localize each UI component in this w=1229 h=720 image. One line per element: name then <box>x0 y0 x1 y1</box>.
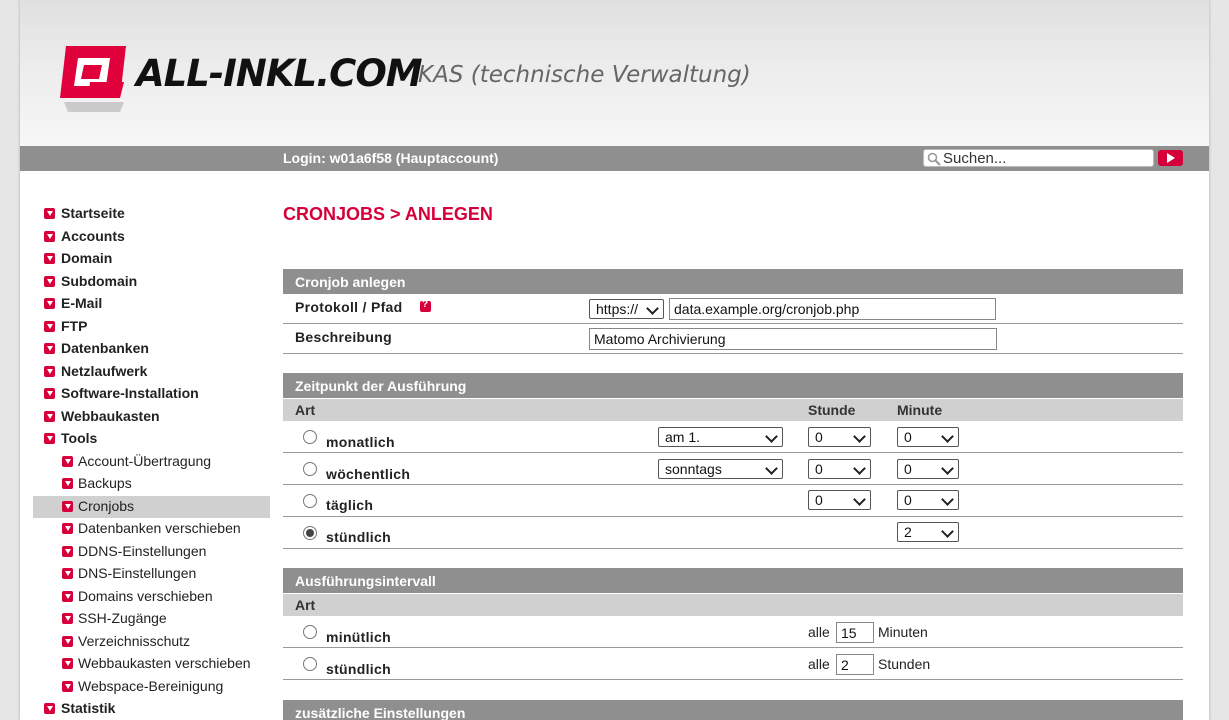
page <box>20 0 1209 720</box>
schedule-row-monatlich <box>283 421 1183 453</box>
sidebar-subitem-datenbanken-verschieben[interactable]: Datenbanken verschieben <box>20 518 270 541</box>
sidebar-subitem-account-uebertragung[interactable]: Account-Übertragung <box>20 451 270 474</box>
sidebar-item-software-installation[interactable]: Software-Installation <box>20 383 270 406</box>
login-info: Login: w01a6f58 (Hauptaccount) <box>283 150 499 166</box>
search-submit-button[interactable] <box>1158 150 1183 166</box>
minute-select[interactable]: 0 <box>897 459 959 479</box>
chevron-down-icon <box>853 462 866 475</box>
arrow-bullet-icon <box>62 681 73 692</box>
section-title: Ausführungsintervall <box>295 573 436 589</box>
weekday-select[interactable]: sonntags <box>658 459 783 479</box>
label-minuetlich: minütlich <box>326 629 391 645</box>
radio-monatlich[interactable] <box>303 430 317 444</box>
protocol-select[interactable]: https:// <box>589 299 664 319</box>
header <box>20 0 1209 146</box>
sidebar-subitem-webbaukasten-verschieben[interactable]: Webbaukasten verschieben <box>20 653 270 676</box>
chevron-down-icon <box>765 462 778 475</box>
hour-select[interactable]: 0 <box>808 459 871 479</box>
chevron-down-icon <box>646 302 659 315</box>
radio-interval-stuendlich[interactable] <box>303 657 317 671</box>
sidebar-item-netzlaufwerk[interactable]: Netzlaufwerk <box>20 361 270 384</box>
col-stunde: Stunde <box>808 402 856 418</box>
help-icon[interactable] <box>420 301 431 312</box>
radio-taeglich[interactable] <box>303 494 317 508</box>
arrow-bullet-icon <box>44 343 55 354</box>
sidebar-subitem-domains-verschieben[interactable]: Domains verschieben <box>20 586 270 609</box>
description-label: Beschreibung <box>295 329 392 345</box>
sidebar-subitem-ddns-einstellungen[interactable]: DDNS-Einstellungen <box>20 541 270 564</box>
arrow-bullet-icon <box>44 411 55 422</box>
chevron-down-icon <box>941 493 954 506</box>
col-minute: Minute <box>897 402 943 418</box>
arrow-bullet-icon <box>62 501 73 512</box>
interval-row-stuendlich <box>283 648 1183 680</box>
sidebar <box>20 203 270 720</box>
label-woechentlich: wöchentlich <box>326 466 411 482</box>
schedule-row-taeglich <box>283 485 1183 517</box>
unit-label: Minuten <box>878 624 928 640</box>
arrow-bullet-icon <box>44 433 55 444</box>
logo-icon <box>60 42 128 114</box>
sidebar-item-accounts[interactable]: Accounts <box>20 226 270 249</box>
sidebar-item-webbaukasten[interactable]: Webbaukasten <box>20 406 270 429</box>
arrow-bullet-icon <box>62 523 73 534</box>
sidebar-subitem-backups[interactable]: Backups <box>20 473 270 496</box>
label-monatlich: monatlich <box>326 434 395 450</box>
arrow-bullet-icon <box>62 658 73 669</box>
section-cronjob-anlegen <box>283 269 1183 294</box>
sidebar-item-domain[interactable]: Domain <box>20 248 270 271</box>
section-schedule <box>283 373 1183 398</box>
path-input[interactable] <box>669 298 996 320</box>
alle-label: alle <box>808 624 830 640</box>
section-title: Zeitpunkt der Ausführung <box>295 378 467 394</box>
schedule-column-header <box>283 399 1183 421</box>
search-icon <box>927 152 941 166</box>
top-bar <box>20 146 1209 171</box>
arrow-bullet-icon <box>44 366 55 377</box>
sidebar-item-email[interactable]: E-Mail <box>20 293 270 316</box>
sidebar-item-tools[interactable]: Tools <box>20 428 270 451</box>
radio-interval-minuetlich[interactable] <box>303 625 317 639</box>
arrow-bullet-icon <box>62 546 73 557</box>
logo-text: ALL-INKL.COM <box>136 52 422 95</box>
arrow-bullet-icon <box>44 231 55 242</box>
page-title: CRONJOBS > ANLEGEN <box>283 204 493 224</box>
protocol-path-label: Protokoll / Pfad <box>295 299 403 315</box>
chevron-down-icon <box>941 430 954 443</box>
arrow-bullet-icon <box>62 478 73 489</box>
arrow-bullet-icon <box>62 456 73 467</box>
arrow-bullet-icon <box>44 253 55 264</box>
chevron-down-icon <box>853 430 866 443</box>
unit-label: Stunden <box>878 656 931 672</box>
sidebar-subitem-ssh-zugaenge[interactable]: SSH-Zugänge <box>20 608 270 631</box>
section-title: zusätzliche Einstellungen <box>295 705 466 720</box>
label-interval-stuendlich: stündlich <box>326 661 391 677</box>
arrow-bullet-icon <box>62 591 73 602</box>
col-art: Art <box>295 402 316 418</box>
chevron-down-icon <box>941 525 954 538</box>
arrow-bullet-icon <box>44 276 55 287</box>
col-art: Art <box>295 597 316 613</box>
section-extra-settings <box>283 700 1183 720</box>
sidebar-item-datenbanken[interactable]: Datenbanken <box>20 338 270 361</box>
schedule-row-woechentlich <box>283 453 1183 485</box>
hour-select[interactable]: 0 <box>808 490 871 510</box>
sidebar-item-startseite[interactable]: Startseite <box>20 203 270 226</box>
hour-select[interactable]: 0 <box>808 427 871 447</box>
sidebar-subitem-webspace-bereinigung[interactable]: Webspace-Bereinigung <box>20 676 270 699</box>
minute-select[interactable]: 0 <box>897 427 959 447</box>
interval-row-minuetlich <box>283 616 1183 648</box>
arrow-bullet-icon <box>62 568 73 579</box>
arrow-bullet-icon <box>44 208 55 219</box>
search-input[interactable] <box>943 150 1148 166</box>
chevron-down-icon <box>765 430 778 443</box>
arrow-bullet-icon <box>62 636 73 647</box>
description-input[interactable] <box>589 328 997 350</box>
chevron-down-icon <box>941 462 954 475</box>
radio-woechentlich[interactable] <box>303 462 317 476</box>
day-of-month-select[interactable]: am 1. <box>658 427 783 447</box>
arrow-bullet-icon <box>44 703 55 714</box>
minute-select[interactable]: 2 <box>897 522 959 542</box>
sidebar-item-subdomain[interactable]: Subdomain <box>20 271 270 294</box>
chevron-down-icon <box>853 493 866 506</box>
section-title: Cronjob anlegen <box>295 274 406 290</box>
arrow-bullet-icon <box>44 388 55 399</box>
label-taeglich: täglich <box>326 497 374 513</box>
sidebar-item-ftp[interactable]: FTP <box>20 316 270 339</box>
interval-column-header <box>283 594 1183 616</box>
sidebar-item-statistik[interactable]: Statistik <box>20 698 270 720</box>
section-interval <box>283 568 1183 593</box>
row-protocol-path <box>283 294 1183 324</box>
row-description <box>283 324 1183 354</box>
interval-minutes-input[interactable] <box>836 622 874 643</box>
header-subtitle: KAS (technische Verwaltung) <box>418 62 751 88</box>
search-box[interactable] <box>923 149 1154 167</box>
arrow-bullet-icon <box>62 613 73 624</box>
minute-select[interactable]: 0 <box>897 490 959 510</box>
schedule-row-stuendlich <box>283 517 1183 549</box>
label-stuendlich: stündlich <box>326 529 391 545</box>
sidebar-subitem-verzeichnisschutz[interactable]: Verzeichnisschutz <box>20 631 270 654</box>
sidebar-subitem-dns-einstellungen[interactable]: DNS-Einstellungen <box>20 563 270 586</box>
arrow-bullet-icon <box>44 321 55 332</box>
sidebar-subitem-cronjobs[interactable]: Cronjobs <box>33 496 270 519</box>
radio-stuendlich[interactable] <box>303 526 317 540</box>
alle-label: alle <box>808 656 830 672</box>
interval-hours-input[interactable] <box>836 654 874 675</box>
arrow-bullet-icon <box>44 298 55 309</box>
